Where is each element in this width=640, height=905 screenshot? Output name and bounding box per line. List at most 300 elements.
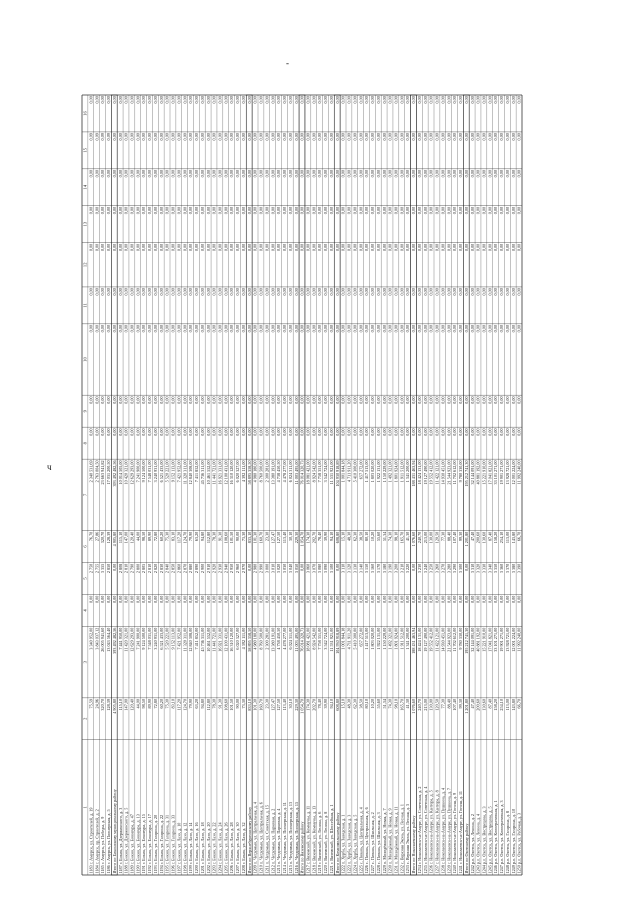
table-cell: 0,00 [446, 243, 452, 252]
table-cell: 0,00 [381, 243, 387, 252]
table-cell: 0,00 [235, 396, 241, 404]
table-cell: 0,00 [352, 206, 358, 215]
table-cell: 3 280 [446, 563, 452, 574]
table-cell: 3 170 [375, 563, 381, 574]
table-cell: 0,00 [358, 325, 364, 333]
table-cell: 0,00 [475, 243, 481, 252]
table-cell: 0,00 [176, 428, 182, 436]
table-cell: 17 041 821,00 [487, 460, 493, 485]
table-cell: 0,00 [135, 243, 141, 252]
table-cell: 0,00 [293, 243, 299, 252]
table-cell: 240,70 [416, 699, 422, 711]
row-label: 1186 г. Амурск, ул. Пионерская, д. 5 [106, 809, 112, 874]
table-cell: 0,00 [381, 170, 387, 178]
table-cell: 0,00 [405, 396, 411, 404]
table-cell: 78,40 [317, 531, 323, 542]
table-cell: 13 380 191,00 [270, 627, 276, 652]
table-cell: 0,00 [240, 288, 246, 296]
table-cell: 2 840 [164, 563, 170, 574]
table-cell: 0,00 [516, 96, 522, 104]
table-cell: 0,00 [405, 96, 411, 104]
table-cell: 0,00 [516, 243, 522, 252]
table-cell: 0,00 [117, 325, 123, 333]
table-cell: 0,00 [135, 396, 141, 404]
table-cell: 3 180 [381, 563, 387, 574]
table-cell: 130,60 [481, 699, 487, 711]
table-cell: 0,00 [387, 133, 393, 141]
table-cell: 0,00 [135, 206, 141, 215]
table-cell: 0,00 [411, 96, 417, 104]
table-cell: 0,00 [510, 170, 516, 178]
table-cell: 0,00 [270, 288, 276, 296]
table-cell: 0,00 [504, 170, 510, 178]
table-cell: 19 552 412,00 [428, 460, 434, 485]
table-cell: 0,00 [252, 170, 258, 178]
table-cell: 0,00 [205, 595, 211, 604]
table-cell: 66,70 [516, 699, 522, 709]
table-cell: 0,00 [387, 243, 393, 252]
table-cell: 78,40 [317, 699, 323, 709]
table-cell: 0,00 [422, 595, 428, 604]
subtotal-row-label: Итого по Охотскому району [463, 823, 469, 874]
table-cell: 188 431 463,94 [411, 627, 417, 654]
table-cell: 0,00 [270, 170, 276, 178]
table-cell: 0,00 [440, 243, 446, 252]
table-cell: 1 201,80 [463, 699, 469, 714]
table-cell: 0,00 [141, 96, 147, 104]
table-cell: 0,00 [487, 325, 493, 333]
table-cell: 0,00 [475, 206, 481, 215]
table-cell: 0,00 [375, 243, 381, 252]
row-label: 1242 р.п. Охотск, ул. Ленина, д. 2 [469, 813, 475, 874]
table-cell: 0,00 [311, 428, 317, 436]
table-cell: 0,00 [246, 170, 252, 178]
table-cell: 2 920 [211, 563, 217, 574]
table-cell: 0,00 [323, 428, 329, 436]
table-cell: 0,00 [287, 325, 293, 333]
table-cell: 0,00 [199, 325, 205, 333]
table-cell: 229,30 [293, 531, 299, 544]
row-label: 1246 р.п. Охотск, ул. Кооперативная, д. 1 [493, 800, 499, 874]
table-cell: 1 803 020,00 [370, 460, 376, 483]
table-cell: 0,00 [264, 243, 270, 252]
table-cell: 83,10 [170, 699, 176, 709]
table-cell: 108,60 [223, 531, 229, 544]
table-cell: 7 421 952,00 [176, 460, 182, 483]
table-cell: 0,00 [487, 288, 493, 296]
table-cell: 0,00 [240, 206, 246, 215]
column-header: 5 [82, 577, 88, 580]
table-cell: 3 010 [270, 563, 276, 574]
table-cell: 0,00 [510, 325, 516, 333]
table-cell: 0,00 [217, 206, 223, 215]
table-cell: 0,00 [287, 428, 293, 436]
table-cell: 0,00 [440, 133, 446, 141]
table-cell: 0,00 [106, 288, 112, 296]
table-cell: 0,00 [416, 595, 422, 604]
table-cell: 3 210 [399, 563, 405, 574]
table-cell: 0,00 [393, 243, 399, 252]
row-label: 1234 г. Николаевск-на-Амуре, ул. Советская, д. 2 [416, 786, 422, 874]
column-header: 2 [82, 717, 88, 720]
table-cell: 0,00 [252, 133, 258, 141]
table-cell: 0,00 [111, 96, 117, 104]
table-cell: 0,00 [152, 243, 158, 252]
table-cell: 58 895 358,50 [246, 627, 252, 652]
table-cell: 2 750 [88, 563, 94, 574]
table-cell: 0,00 [422, 206, 428, 215]
table-cell: 0,00 [504, 595, 510, 604]
table-cell: 0,00 [499, 325, 505, 333]
table-cell: 3 140 [358, 563, 364, 574]
table-cell: 0,00 [458, 595, 464, 604]
row-label: 1187 г. Бикин, ул. Дзержинского, д. 3 [117, 807, 123, 874]
table-cell: 0,00 [411, 170, 417, 178]
table-cell: 0,00 [111, 325, 117, 333]
table-cell: 143,80 [510, 531, 516, 544]
table-cell: 94,10 [328, 531, 334, 542]
subtotal-row-label: Итого по Бикинскому муниципальному району [111, 789, 117, 874]
table-cell: 8 924 542,00 [311, 627, 317, 650]
table-cell: 0,00 [481, 96, 487, 104]
table-cell: 130,00 [428, 531, 434, 544]
table-cell: 11 422 121,00 [434, 627, 440, 652]
table-cell: 0,00 [463, 428, 469, 436]
table-cell: 0,00 [411, 133, 417, 141]
table-cell: 0,00 [440, 288, 446, 296]
table-cell: 0,00 [463, 396, 469, 404]
row-label: 1228 с. Пивань, ул. Школьная, д. 3 [375, 812, 381, 874]
table-cell: 0,00 [328, 96, 334, 104]
table-cell: 0,00 [258, 288, 264, 296]
table-cell: 0,00 [446, 288, 452, 296]
table-cell: 0,00 [223, 428, 229, 436]
table-cell: 1 201,80 [463, 531, 469, 547]
table-cell: 0,00 [235, 133, 241, 141]
table-cell: 0,00 [346, 243, 352, 252]
table-cell: 0,00 [264, 428, 270, 436]
table-cell: 0,00 [346, 288, 352, 296]
table-cell: 2 820 [152, 563, 158, 574]
table-cell: 0,00 [276, 243, 282, 252]
table-cell: 2 940 [223, 563, 229, 574]
table-cell: 1 341 200,00 [405, 627, 411, 650]
table-cell: 9 124 500,00 [141, 460, 147, 483]
table-cell: 0,00 [135, 595, 141, 604]
table-cell: 0,00 [463, 96, 469, 104]
table-cell: 0,00 [282, 206, 288, 215]
table-cell: 0,00 [176, 595, 182, 604]
table-cell: 30,10 [287, 531, 293, 542]
table-cell: 0,00 [246, 595, 252, 604]
table-cell: 1 417 513,00 [364, 460, 370, 483]
table-cell: 0,00 [434, 133, 440, 141]
table-cell: 0,00 [94, 396, 100, 404]
table-cell: 0,00 [422, 428, 428, 436]
table-cell: 58 895 358,50 [246, 460, 252, 485]
table-cell: 0,00 [287, 96, 293, 104]
table-cell: 2 970 [240, 563, 246, 574]
table-cell: 76 014 320,73 [299, 627, 305, 652]
table-cell: 0,00 [510, 96, 516, 104]
table-cell: 0,00 [211, 170, 217, 178]
table-cell: 5 520 221,00 [164, 627, 170, 650]
table-cell: 13 928 721,00 [504, 460, 510, 485]
table-cell: 0,00 [258, 428, 264, 436]
table-cell: 0,00 [393, 288, 399, 296]
row-label: 1219 г. Вяземский, ул. Ленина, д. 6 [317, 811, 323, 874]
table-cell: 2 755 [94, 563, 100, 574]
row-label: 1185 г. Амурск, ул. Победы, д. 9 [100, 816, 106, 874]
row-label: 1235 г. Николаевск-на-Амуре, ул. Советская, д. 4 [422, 786, 428, 874]
table-cell: 0,00 [422, 288, 428, 296]
table-cell: 16 310 120,00 [229, 627, 235, 652]
table-cell: 77,30 [440, 699, 446, 709]
table-cell: 0,00 [229, 243, 235, 252]
table-cell: 128,39 [106, 531, 112, 544]
table-cell: 0,00 [317, 396, 323, 404]
table-cell: 0,00 [199, 288, 205, 296]
table-cell: 0,00 [135, 325, 141, 333]
row-label: 1250 р.п. Охотск, ул. Рабочая, д. 3 [516, 813, 522, 874]
table-cell: 16 921 331,00 [217, 627, 223, 652]
table-cell: 0,00 [499, 133, 505, 141]
table-cell: 0,00 [106, 595, 112, 604]
table-cell: 0,00 [481, 325, 487, 333]
table-cell: 0,00 [469, 428, 475, 436]
table-cell: 2 800 [135, 563, 141, 574]
table-cell: 0,00 [504, 396, 510, 404]
table-cell: 3 300 [458, 563, 464, 574]
table-cell: 88,40 [446, 531, 452, 542]
row-label: 1247 р.п. Охотск, ул. Кооперативная, д. 3 [499, 800, 505, 874]
row-label: 1232 с. Верхняя Эконь, ул. Лесная, д. 1 [399, 804, 405, 874]
table-cell: 0,00 [229, 428, 235, 436]
table-cell: 0,00 [422, 396, 428, 404]
table-cell: 10 014 505,00 [117, 460, 123, 485]
row-label: 1211 п. Чегдомын, ул. Советская, д. 15 [264, 805, 270, 874]
table-cell: 13 380 191,00 [270, 460, 276, 485]
table-cell: 0,00 [123, 206, 129, 215]
table-cell: 0,00 [147, 96, 153, 104]
table-cell: 174,30 [305, 531, 311, 544]
table-cell: 3 120 [346, 563, 352, 574]
table-cell: 44,00 [135, 699, 141, 709]
table-cell: 0,00 [364, 396, 370, 404]
table-cell: 0,00 [405, 206, 411, 215]
table-cell: 0,00 [182, 170, 188, 178]
table-cell: 4 980 180,00 [252, 627, 258, 650]
table-cell: 0,00 [240, 595, 246, 604]
table-cell: 0,00 [346, 170, 352, 178]
table-cell: 130,00 [428, 699, 434, 711]
table-cell: 115,10 [117, 531, 123, 544]
table-cell: 104 930 918,89 [334, 460, 340, 487]
row-label: 1217 г. Вяземский, ул. Коммуны, д. 11 [305, 805, 311, 874]
table-cell: 0,00 [117, 595, 123, 604]
table-cell: 1 801 924,00 [393, 460, 399, 483]
table-cell: 12 840 308,00 [188, 627, 194, 652]
table-cell: 3 190 [387, 563, 393, 574]
column-header: 16 [82, 111, 88, 116]
table-cell: 0,00 [111, 170, 117, 178]
table-cell: 26 005 941,60 [100, 627, 106, 652]
table-cell: 0,00 [246, 96, 252, 104]
table-cell: 0,00 [375, 206, 381, 215]
table-cell: 0,00 [493, 206, 499, 215]
table-cell: 0,00 [176, 133, 182, 141]
table-cell: 0,00 [123, 428, 129, 436]
table-cell: 0,00 [293, 288, 299, 296]
table-cell: 0,00 [252, 396, 258, 404]
row-label: 1207 г. Бикин, ул. Лазо, д. 30 [235, 822, 241, 874]
row-label: 1199 г. Бикин, ул. Лазо, д. 14 [188, 822, 194, 874]
table-cell: 0,00 [188, 396, 194, 404]
table-cell: 80,10 [364, 699, 370, 709]
table-cell: 2 830 [158, 563, 164, 574]
table-cell: 0,00 [399, 133, 405, 141]
table-cell: 0,00 [182, 206, 188, 215]
table-cell: 0,00 [481, 133, 487, 141]
table-cell: 0,00 [111, 243, 117, 252]
table-cell: 45 736 311,00 [199, 460, 205, 485]
table-cell: 0,00 [305, 133, 311, 141]
table-cell: 0,00 [352, 288, 358, 296]
table-cell: 0,00 [205, 96, 211, 104]
table-cell: 0,00 [299, 133, 305, 141]
table-cell: 0,00 [282, 243, 288, 252]
table-cell: 0,00 [264, 206, 270, 215]
table-cell: 0,00 [323, 396, 329, 404]
table-cell: 0,00 [340, 595, 346, 604]
table-cell: 83,10 [170, 531, 176, 542]
table-cell: 0,00 [416, 396, 422, 404]
table-cell: 11 531 921,00 [328, 460, 334, 485]
table-cell: 9 780 330,00 [458, 460, 464, 483]
table-cell: 30,10 [287, 699, 293, 709]
table-cell: 0,00 [440, 428, 446, 436]
table-cell: 0,00 [299, 595, 305, 604]
table-cell: 0,00 [106, 243, 112, 252]
table-cell: 0,00 [305, 288, 311, 296]
table-cell: 0,00 [393, 325, 399, 333]
table-cell: 0,00 [405, 133, 411, 141]
table-cell: 0,00 [229, 133, 235, 141]
table-cell: 3 380 [510, 563, 516, 574]
table-cell: 4 478 277,00 [282, 460, 288, 483]
table-cell: 0,00 [358, 96, 364, 104]
row-label: 1220 г. Вяземский, ул. Ленина, д. 8 [323, 811, 329, 874]
table-cell: 0,00 [88, 325, 94, 333]
table-cell: 10 420 321,00 [123, 460, 129, 485]
table-cell: 0,00 [340, 288, 346, 296]
column-header: 11 [82, 303, 88, 308]
table-cell: 15 221 910,00 [481, 460, 487, 485]
table-cell: 2 930 [217, 563, 223, 574]
table-cell: 38,50 [358, 531, 364, 542]
table-cell: 0,00 [475, 595, 481, 604]
table-cell: 75,30 [164, 531, 170, 542]
table-cell: 0,00 [106, 428, 112, 436]
table-cell: 11 992 240,00 [516, 627, 522, 652]
table-cell: 0,00 [422, 325, 428, 333]
table-cell: 0,00 [252, 595, 258, 604]
table-cell: 11 003 495,00 [293, 627, 299, 652]
table-cell: 120,50 [434, 699, 440, 711]
table-cell: 73,30 [240, 699, 246, 709]
table-cell: 9 152 113,00 [170, 460, 176, 483]
table-cell: 0,00 [141, 288, 147, 296]
table-cell: 0,00 [135, 288, 141, 296]
row-label: 1212 п. Чегдомын, ул. Парковая, д. 2 [270, 808, 276, 874]
table-cell: 2 870 [182, 563, 188, 574]
table-cell: 0,00 [411, 563, 417, 572]
table-cell: 0,00 [164, 288, 170, 296]
table-cell: 0,00 [446, 396, 452, 404]
table-cell: 160,70 [258, 531, 264, 544]
row-label: 1237 г. Николаевск-на-Амуре, ул. Кантера, д. 8 [434, 790, 440, 874]
table-cell: 101,50 [229, 531, 235, 544]
table-cell: 0,00 [469, 133, 475, 141]
table-cell: 0,00 [211, 428, 217, 436]
table-cell: 0,00 [182, 325, 188, 333]
table-cell: 0,00 [352, 595, 358, 604]
table-cell: 0,00 [375, 288, 381, 296]
table-cell: 0,00 [364, 595, 370, 604]
table-cell: 0,00 [440, 206, 446, 215]
table-cell: 0,00 [328, 206, 334, 215]
row-label: 1200 г. Бикин, ул. Лазо, д. 16 [194, 822, 200, 874]
table-cell: 23 663 941,82 [100, 460, 106, 485]
table-cell: 0,00 [164, 595, 170, 604]
table-cell: 0,00 [176, 396, 182, 404]
table-cell: 0,00 [170, 133, 176, 141]
table-cell: 0,00 [516, 325, 522, 333]
table-cell: 3 370 [504, 563, 510, 574]
table-cell: 0,00 [358, 595, 364, 604]
table-cell: 0,00 [422, 96, 428, 104]
table-cell: 11 702 612,00 [452, 627, 458, 652]
table-cell: 0,00 [264, 170, 270, 178]
table-cell: 0,00 [223, 243, 229, 252]
table-cell: 128,39 [106, 699, 112, 711]
table-cell: 89,90 [147, 531, 153, 542]
table-cell: 608,80 [334, 699, 340, 711]
table-cell: 0,00 [305, 428, 311, 436]
table-cell: 3 230 [416, 563, 422, 574]
table-cell: 7 241 900,00 [135, 460, 141, 483]
row-label: 1225 с. Пивань, ул. Центральная, д. 4 [358, 807, 364, 874]
column-header: 4 [82, 609, 88, 612]
table-cell: 94,80 [199, 531, 205, 542]
table-cell: 0,00 [469, 396, 475, 404]
row-label: 1243 р.п. Охотск, ул. Ленина, д. 4 [475, 813, 481, 874]
table-cell: 55,60 [375, 699, 381, 709]
table-cell: 0,00 [293, 133, 299, 141]
table-cell: 74,30 [387, 531, 393, 542]
table-cell: 72,80 [152, 699, 158, 709]
row-label: 1231 п. Молодёжный, ул. Новая, д. 11 [393, 806, 399, 874]
table-cell: 165,70 [399, 531, 405, 544]
table-cell: 0,00 [381, 595, 387, 604]
table-cell: 0,00 [399, 595, 405, 604]
row-label: 1226 с. Пивань, ул. Центральная, д. 6 [364, 807, 370, 874]
table-cell: 0,00 [252, 243, 258, 252]
table-cell: 0,00 [493, 428, 499, 436]
table-cell: 0,00 [170, 595, 176, 604]
table-cell: 0,00 [422, 243, 428, 252]
table-cell: 0,00 [364, 133, 370, 141]
